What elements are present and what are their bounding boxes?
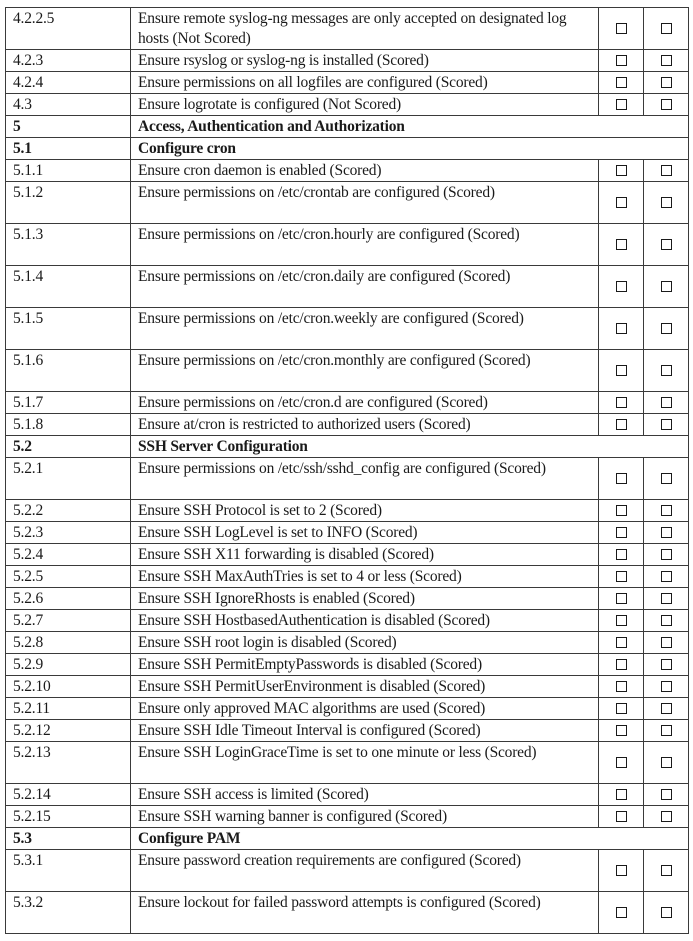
recommendation-title: Ensure SSH warning banner is configured (Scored) [131,806,599,828]
checkbox-icon[interactable] [616,571,627,582]
checkbox-col-2-cell [644,72,689,94]
section-header-row [6,138,689,160]
checkbox-col-1-cell [599,654,644,676]
checkbox-icon[interactable] [661,77,672,88]
recommendation-title: Ensure SSH Protocol is set to 2 (Scored) [131,500,599,522]
recommendation-title: Ensure rsyslog or syslog-ng is installed (Scored) [131,50,599,72]
recommendation-title: Ensure permissions on /etc/ssh/sshd_config are configured (Scored) [131,458,599,500]
checkbox-col-1-cell [599,610,644,632]
recommendation-number: 5.1.4 [6,266,131,308]
checkbox-icon[interactable] [661,197,672,208]
recommendation-row [6,182,689,224]
recommendation-title: Ensure SSH LogLevel is set to INFO (Scored) [131,522,599,544]
checkbox-col-2-cell [644,892,689,934]
checkbox-col-1-cell [599,414,644,436]
checkbox-col-1-cell [599,588,644,610]
recommendation-number: 5.2.3 [6,522,131,544]
checkbox-col-1-cell [599,850,644,892]
recommendation-row [6,160,689,182]
checkbox-icon[interactable] [616,811,627,822]
recommendation-row [6,588,689,610]
recommendation-row [6,224,689,266]
checkbox-col-2-cell [644,266,689,308]
checkbox-col-1-cell [599,308,644,350]
recommendation-number: 5.1.6 [6,350,131,392]
checkbox-icon[interactable] [661,23,672,34]
recommendation-number: 5.1.5 [6,308,131,350]
checkbox-col-1-cell [599,224,644,266]
recommendation-number: 5.2.7 [6,610,131,632]
checkbox-col-1-cell [599,742,644,784]
checkbox-icon[interactable] [661,571,672,582]
recommendation-title: Ensure SSH LoginGraceTime is set to one minute or less (Scored) [131,742,599,784]
recommendation-title: Ensure SSH X11 forwarding is disabled (Scored) [131,544,599,566]
section-title: Access, Authentication and Authorization [131,116,689,138]
recommendation-row [6,742,689,784]
section-number: 5.2 [6,436,131,458]
recommendation-number: 5.2.4 [6,544,131,566]
recommendation-number: 5.2.13 [6,742,131,784]
recommendation-title: Ensure SSH PermitEmptyPasswords is disabled (Scored) [131,654,599,676]
recommendation-row [6,392,689,414]
checkbox-col-1-cell [599,698,644,720]
section-number: 5 [6,116,131,138]
checkbox-col-2-cell [644,160,689,182]
checkbox-col-2-cell [644,500,689,522]
recommendation-title: Ensure password creation requirements are configured (Scored) [131,850,599,892]
recommendation-number: 5.3.1 [6,850,131,892]
checkbox-icon[interactable] [661,397,672,408]
checkbox-icon[interactable] [661,593,672,604]
checkbox-col-1-cell [599,160,644,182]
checkbox-icon[interactable] [616,419,627,430]
recommendation-number: 5.1.8 [6,414,131,436]
checkbox-icon[interactable] [616,593,627,604]
checkbox-icon[interactable] [616,549,627,560]
recommendation-title: Ensure only approved MAC algorithms are used (Scored) [131,698,599,720]
section-title: SSH Server Configuration [131,436,689,458]
checkbox-icon[interactable] [661,703,672,714]
recommendation-row [6,784,689,806]
recommendation-title: Ensure permissions on /etc/cron.monthly are configured (Scored) [131,350,599,392]
recommendation-title: Ensure permissions on /etc/crontab are configured (Scored) [131,182,599,224]
recommendation-title: Ensure at/cron is restricted to authorized users (Scored) [131,414,599,436]
recommendation-row [6,654,689,676]
checkbox-icon[interactable] [661,323,672,334]
checkbox-icon[interactable] [616,165,627,176]
recommendation-number: 5.2.11 [6,698,131,720]
recommendation-number: 5.3.2 [6,892,131,934]
checkbox-icon[interactable] [661,365,672,376]
recommendation-row [6,544,689,566]
recommendation-title: Ensure SSH root login is disabled (Scored) [131,632,599,654]
checkbox-col-1-cell [599,182,644,224]
checkbox-col-2-cell [644,850,689,892]
recommendation-number: 5.1.1 [6,160,131,182]
checkbox-col-2-cell [644,676,689,698]
recommendation-number: 5.2.12 [6,720,131,742]
checkbox-icon[interactable] [661,527,672,538]
recommendation-title: Ensure permissions on all logfiles are configured (Scored) [131,72,599,94]
recommendation-number: 4.3 [6,94,131,116]
recommendation-title: Ensure permissions on /etc/cron.weekly are configured (Scored) [131,308,599,350]
recommendation-title: Ensure SSH MaxAuthTries is set to 4 or less (Scored) [131,566,599,588]
recommendation-number: 5.2.10 [6,676,131,698]
section-title: Configure PAM [131,828,689,850]
checkbox-icon[interactable] [661,239,672,250]
checkbox-icon[interactable] [616,323,627,334]
recommendation-number: 5.1.2 [6,182,131,224]
checkbox-col-1-cell [599,566,644,588]
recommendation-number: 4.2.4 [6,72,131,94]
recommendation-title: Ensure remote syslog-ng messages are only accepted on designated log hosts (Not Scored) [131,8,599,50]
recommendation-number: 5.1.7 [6,392,131,414]
checkbox-col-2-cell [644,522,689,544]
checkbox-col-2-cell [644,350,689,392]
checkbox-icon[interactable] [661,281,672,292]
checkbox-col-1-cell [599,676,644,698]
recommendation-number: 5.1.3 [6,224,131,266]
checkbox-icon[interactable] [661,659,672,670]
checkbox-col-1-cell [599,784,644,806]
recommendation-title: Ensure lockout for failed password attempts is configured (Scored) [131,892,599,934]
recommendation-row [6,522,689,544]
checkbox-icon[interactable] [661,757,672,768]
checkbox-col-2-cell [644,392,689,414]
recommendation-row [6,308,689,350]
checkbox-icon[interactable] [661,165,672,176]
checkbox-col-2-cell [644,414,689,436]
checkbox-icon[interactable] [616,397,627,408]
recommendation-row [6,850,689,892]
recommendation-title: Ensure SSH access is limited (Scored) [131,784,599,806]
checkbox-col-1-cell [599,8,644,50]
checkbox-icon[interactable] [616,55,627,66]
recommendation-checklist-table [5,7,689,934]
checkbox-col-2-cell [644,308,689,350]
recommendation-row [6,698,689,720]
checkbox-icon[interactable] [616,527,627,538]
checkbox-icon[interactable] [661,811,672,822]
checkbox-icon[interactable] [616,99,627,110]
section-header-row [6,828,689,850]
section-header-row [6,436,689,458]
checkbox-col-1-cell [599,500,644,522]
recommendation-number: 5.2.2 [6,500,131,522]
checkbox-col-2-cell [644,784,689,806]
section-title: Configure cron [131,138,689,160]
checkbox-col-1-cell [599,544,644,566]
checkbox-col-2-cell [644,224,689,266]
recommendation-title: Ensure permissions on /etc/cron.d are configured (Scored) [131,392,599,414]
recommendation-row [6,266,689,308]
recommendation-row [6,892,689,934]
recommendation-row [6,566,689,588]
checkbox-icon[interactable] [661,505,672,516]
checkbox-col-2-cell [644,742,689,784]
recommendation-row [6,350,689,392]
checkbox-col-1-cell [599,892,644,934]
recommendation-row [6,632,689,654]
recommendation-title: Ensure permissions on /etc/cron.daily are configured (Scored) [131,266,599,308]
recommendation-number: 5.2.1 [6,458,131,500]
checkbox-col-1-cell [599,94,644,116]
checkbox-icon[interactable] [616,757,627,768]
checkbox-col-1-cell [599,458,644,500]
section-number: 5.1 [6,138,131,160]
checkbox-col-2-cell [644,610,689,632]
checkbox-icon[interactable] [661,681,672,692]
checkbox-icon[interactable] [661,725,672,736]
checkbox-icon[interactable] [616,77,627,88]
checkbox-col-1-cell [599,350,644,392]
recommendation-title: Ensure SSH HostbasedAuthentication is disabled (Scored) [131,610,599,632]
checkbox-icon[interactable] [616,703,627,714]
checkbox-icon[interactable] [616,725,627,736]
recommendation-title: Ensure logrotate is configured (Not Scored) [131,94,599,116]
checkbox-col-2-cell [644,8,689,50]
checkbox-icon[interactable] [661,55,672,66]
checkbox-col-1-cell [599,392,644,414]
recommendation-row [6,414,689,436]
checkbox-icon[interactable] [661,473,672,484]
recommendation-number: 5.2.5 [6,566,131,588]
recommendation-title: Ensure permissions on /etc/cron.hourly are configured (Scored) [131,224,599,266]
recommendation-number: 5.2.14 [6,784,131,806]
recommendation-title: Ensure SSH IgnoreRhosts is enabled (Scored) [131,588,599,610]
checkbox-col-2-cell [644,458,689,500]
checkbox-icon[interactable] [616,239,627,250]
checkbox-icon[interactable] [616,23,627,34]
recommendation-row [6,50,689,72]
recommendation-row [6,610,689,632]
recommendation-row [6,458,689,500]
checkbox-col-1-cell [599,806,644,828]
checkbox-col-2-cell [644,720,689,742]
recommendation-row [6,8,689,50]
recommendation-row [6,806,689,828]
checkbox-icon[interactable] [661,789,672,800]
checkbox-col-2-cell [644,806,689,828]
checkbox-col-1-cell [599,720,644,742]
checkbox-col-2-cell [644,94,689,116]
checklist-body [6,8,689,934]
checkbox-col-1-cell [599,632,644,654]
checkbox-col-2-cell [644,588,689,610]
checkbox-icon[interactable] [616,659,627,670]
recommendation-number: 4.2.3 [6,50,131,72]
checkbox-col-2-cell [644,182,689,224]
checkbox-col-2-cell [644,544,689,566]
checkbox-col-2-cell [644,50,689,72]
recommendation-number: 5.2.9 [6,654,131,676]
checkbox-icon[interactable] [661,865,672,876]
checkbox-icon[interactable] [616,681,627,692]
checkbox-icon[interactable] [661,907,672,918]
checkbox-icon[interactable] [661,549,672,560]
checkbox-icon[interactable] [616,365,627,376]
recommendation-title: Ensure cron daemon is enabled (Scored) [131,160,599,182]
checkbox-icon[interactable] [661,615,672,626]
checkbox-col-2-cell [644,698,689,720]
checkbox-icon[interactable] [616,281,627,292]
recommendation-number: 5.2.8 [6,632,131,654]
recommendation-title: Ensure SSH PermitUserEnvironment is disabled (Scored) [131,676,599,698]
recommendation-row [6,500,689,522]
checkbox-icon[interactable] [661,419,672,430]
checkbox-icon[interactable] [616,865,627,876]
recommendation-row [6,72,689,94]
checkbox-icon[interactable] [616,907,627,918]
checkbox-icon[interactable] [616,637,627,648]
recommendation-number: 4.2.2.5 [6,8,131,50]
section-header-row [6,116,689,138]
recommendation-row [6,676,689,698]
checkbox-icon[interactable] [616,473,627,484]
checkbox-col-2-cell [644,566,689,588]
recommendation-number: 5.2.15 [6,806,131,828]
section-number: 5.3 [6,828,131,850]
checkbox-icon[interactable] [616,615,627,626]
recommendation-number: 5.2.6 [6,588,131,610]
checkbox-col-2-cell [644,654,689,676]
checkbox-col-2-cell [644,632,689,654]
checkbox-icon[interactable] [616,505,627,516]
checkbox-col-1-cell [599,266,644,308]
checkbox-col-1-cell [599,522,644,544]
checkbox-icon[interactable] [661,99,672,110]
checkbox-icon[interactable] [661,637,672,648]
checkbox-col-1-cell [599,50,644,72]
checkbox-icon[interactable] [616,197,627,208]
recommendation-title: Ensure SSH Idle Timeout Interval is configured (Scored) [131,720,599,742]
recommendation-row [6,720,689,742]
checkbox-col-1-cell [599,72,644,94]
checkbox-icon[interactable] [616,789,627,800]
recommendation-row [6,94,689,116]
